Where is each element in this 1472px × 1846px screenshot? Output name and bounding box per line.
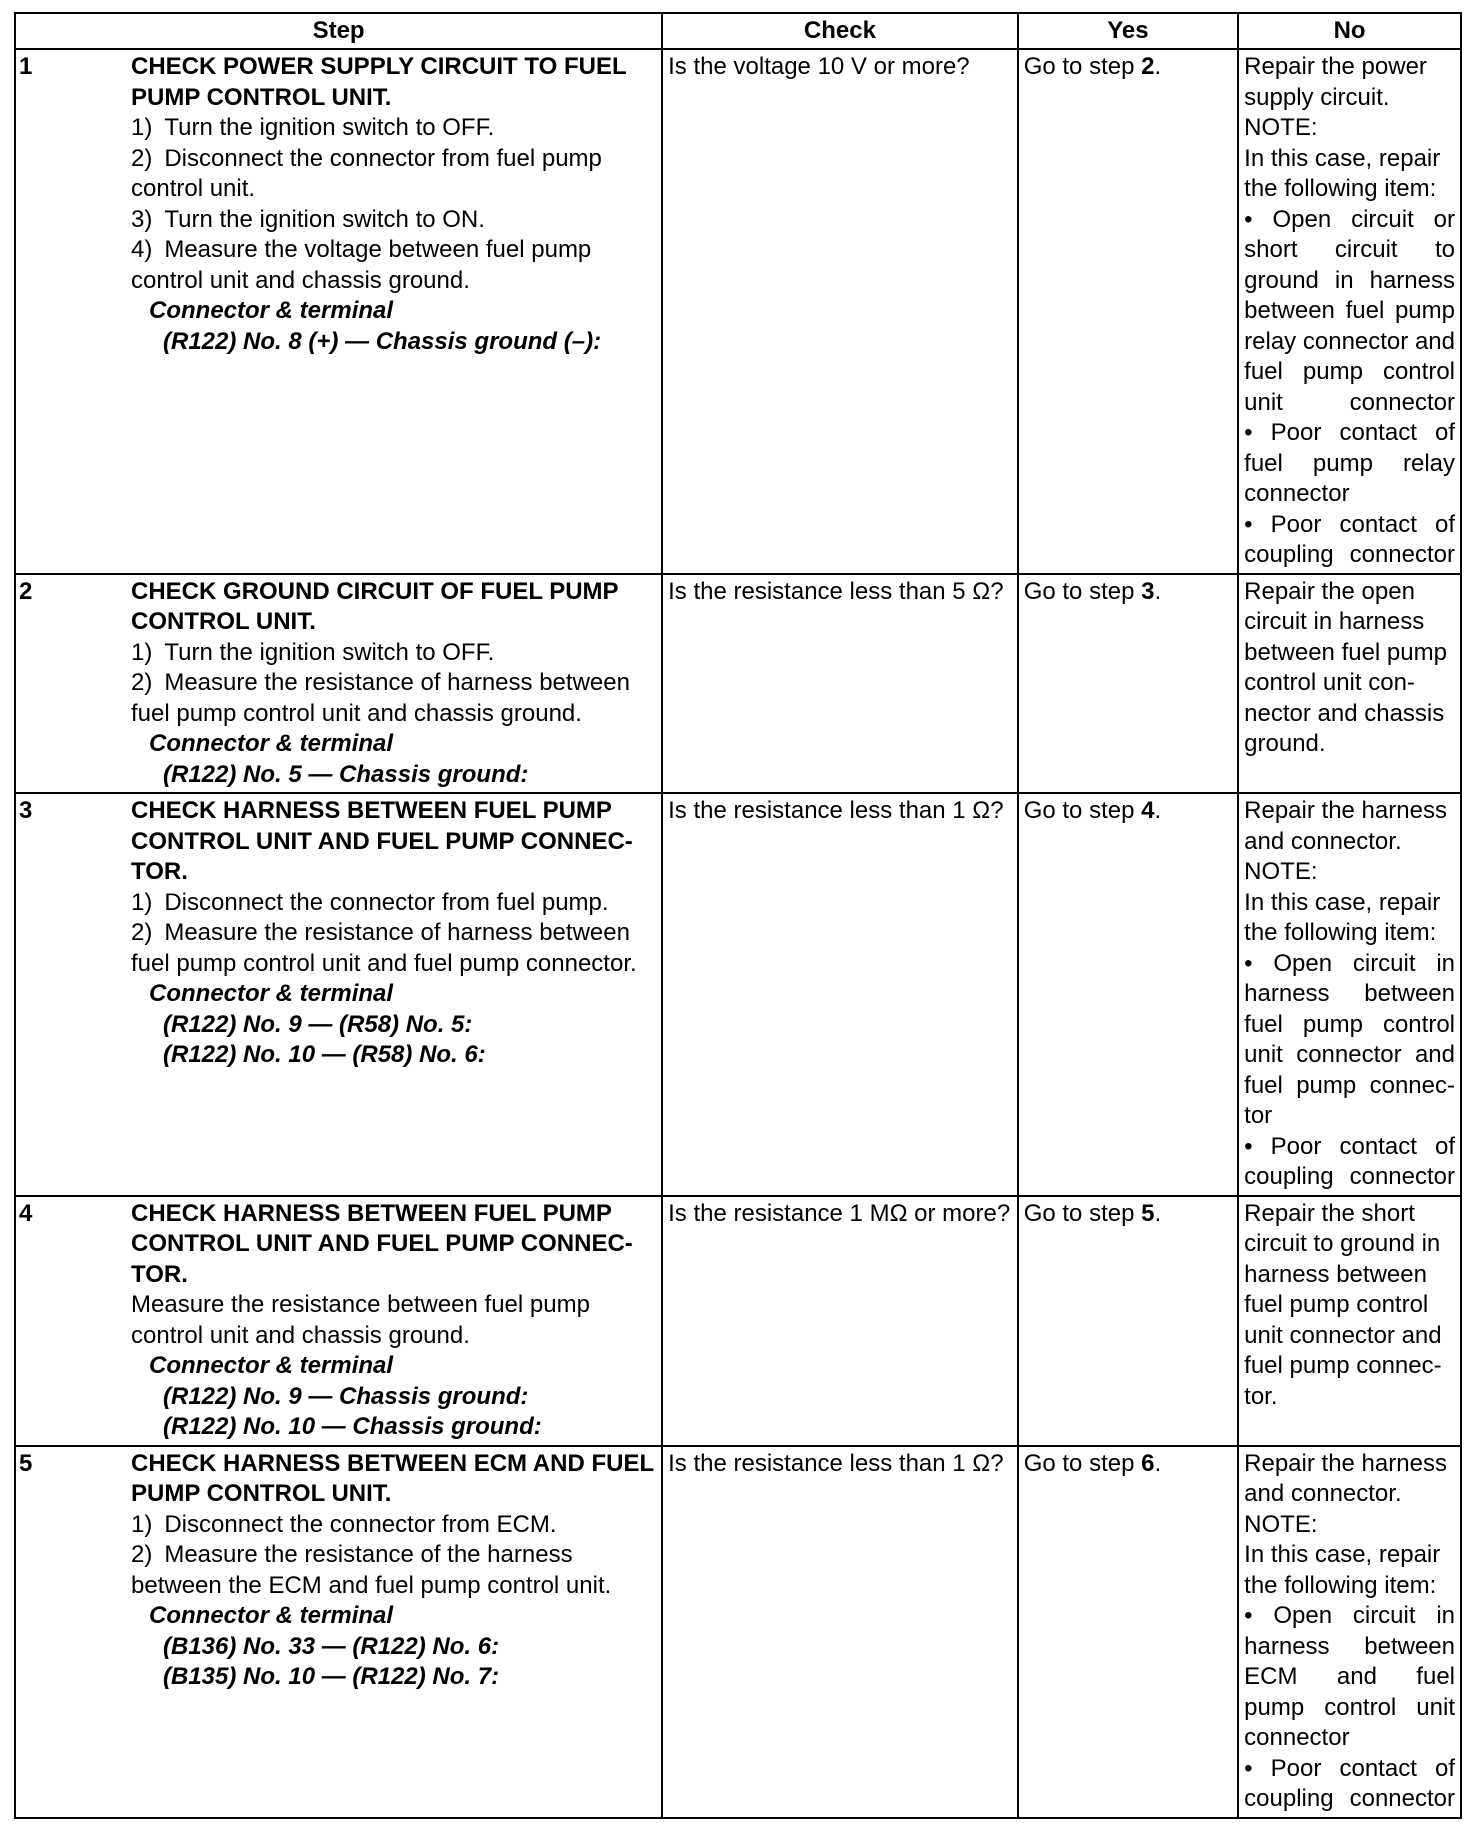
step-body <box>131 1197 661 1445</box>
check-question: Is the resistance 1 MΩ or more? <box>668 1199 1011 1227</box>
connector-terminal: (B135) No. 10 — (R122) No. 7: <box>163 1663 500 1690</box>
yes-suffix: . <box>1154 1199 1162 1227</box>
no-cell <box>1238 793 1461 1196</box>
yes-cell <box>1018 49 1238 574</box>
yes-step-number: 5 <box>1141 1199 1155 1227</box>
step-instruction: 1) Disconnect the connector from fuel pump. <box>131 888 609 916</box>
step-instruction: 1) Disconnect the connector from ECM. <box>131 1510 557 1538</box>
step-cell <box>15 49 662 574</box>
connector-label: Connector & terminal <box>149 980 394 1007</box>
note-label: NOTE: <box>1244 858 1318 885</box>
connector-label: Connector & terminal <box>149 1602 394 1629</box>
step-title: CHECK POWER SUPPLY CIRCUIT TO FUEL PUMP CONTROL UNIT. <box>131 53 627 111</box>
yes-cell <box>1018 793 1238 1196</box>
step-title: CHECK HARNESS BETWEEN FUEL PUMP CONTROL UNIT AND FUEL PUMP CONNECTOR. <box>131 797 633 885</box>
header-no: No <box>1238 13 1461 49</box>
step-title: CHECK HARNESS BETWEEN FUEL PUMP CONTROL UNIT AND FUEL PUMP CONNECTOR. <box>131 1199 633 1288</box>
step-body <box>131 1447 661 1695</box>
table-row <box>15 1446 1461 1818</box>
table-row <box>15 1196 1461 1446</box>
no-cell <box>1238 1196 1461 1446</box>
yes-step-number: 4 <box>1141 797 1155 824</box>
note-intro: In this case, repair the following item: <box>1244 888 1441 946</box>
no-cell <box>1238 49 1461 574</box>
yes-suffix: . <box>1154 1449 1162 1477</box>
no-item: • Poor contact of coupling connector <box>1244 1754 1455 1812</box>
connector-terminal: (R122) No. 10 — (R58) No. 6: <box>163 1041 486 1068</box>
yes-step-number: 3 <box>1141 577 1155 605</box>
connector-terminal: (R122) No. 5 — Chassis ground: <box>163 760 529 788</box>
yes-suffix: . <box>1154 797 1162 824</box>
step-title: CHECK GROUND CIRCUIT OF FUEL PUMP CONTROL UNIT. <box>131 577 619 635</box>
step-wrap <box>16 575 661 793</box>
step-wrap <box>16 794 661 1073</box>
step-instruction: 1) Turn the ignition switch to OFF. <box>131 114 495 141</box>
no-item: • Poor contact of coupling connector <box>1244 1132 1455 1190</box>
yes-cell <box>1018 1196 1238 1446</box>
no-action: Repair the open circuit in harness between fuel pump control unit connector and chassis ground. <box>1244 577 1447 757</box>
note-label: NOTE: <box>1244 114 1318 141</box>
check-cell <box>662 1446 1018 1818</box>
step-instruction: 2) Measure the resistance of the harness between the ECM and fuel pump control unit. <box>131 1541 612 1599</box>
step-number: 2 <box>19 577 33 605</box>
step-body <box>131 794 661 1073</box>
check-question: Is the voltage 10 V or more? <box>668 53 970 80</box>
yes-cell <box>1018 1446 1238 1818</box>
yes-step-number: 2 <box>1141 53 1155 80</box>
no-action: Repair the harness and connector. <box>1244 1449 1447 1507</box>
check-question: Is the resistance less than 5 Ω? <box>668 577 1004 605</box>
step-cell <box>15 1196 662 1446</box>
step-wrap <box>16 50 661 359</box>
header-check: Check <box>662 13 1018 49</box>
step-wrap <box>16 1447 661 1695</box>
step-instruction: 2) Measure the resistance of harness between fuel pump control unit and chassis ground. <box>131 669 630 727</box>
step-title: CHECK HARNESS BETWEEN ECM AND FUEL PUMP CONTROL UNIT. <box>131 1449 654 1507</box>
header-row <box>15 13 1461 49</box>
check-question: Is the resistance less than 1 Ω? <box>668 797 1004 824</box>
no-action: Repair the short circuit to ground in harness between fuel pump control unit connector and fuel pump connector. <box>1244 1199 1442 1410</box>
connector-terminal: (R122) No. 8 (+) — Chassis ground (–): <box>163 327 602 355</box>
check-cell <box>662 49 1018 574</box>
no-item: • Open circuit or short circuit to ground in harness between fuel pump relay connector and fuel pump control unit connector <box>1244 205 1455 416</box>
no-action: Repair the power supply circuit. <box>1244 53 1427 111</box>
yes-prefix: Go to step <box>1023 1199 1142 1227</box>
header-step: Step <box>15 13 662 49</box>
yes-suffix: . <box>1154 577 1162 605</box>
step-instruction: 4) Measure the voltage between fuel pump control unit and chassis ground. <box>131 236 592 294</box>
connector-terminal: (R122) No. 10 — Chassis ground: <box>163 1413 542 1440</box>
note-intro: In this case, repair the following item: <box>1244 1541 1441 1599</box>
step-instruction: 3) Turn the ignition switch to ON. <box>131 205 485 233</box>
no-item: • Open circuit in harness between fuel pump control unit connector and fuel pump connector <box>1244 949 1455 1129</box>
check-question: Is the resistance less than 1 Ω? <box>668 1449 1004 1477</box>
header-yes: Yes <box>1018 13 1238 49</box>
step-wrap <box>16 1197 661 1445</box>
yes-suffix: . <box>1154 53 1162 80</box>
step-instruction: 1) Turn the ignition switch to OFF. <box>131 638 495 666</box>
table-row <box>15 793 1461 1196</box>
yes-prefix: Go to step <box>1023 53 1142 80</box>
check-cell <box>662 574 1018 794</box>
step-number: 1 <box>19 53 33 80</box>
step-cell <box>15 793 662 1196</box>
yes-cell <box>1018 574 1238 794</box>
no-cell <box>1238 574 1461 794</box>
connector-terminal: (B136) No. 33 — (R122) No. 6: <box>163 1632 500 1660</box>
step-number: 5 <box>19 1449 33 1477</box>
step-instruction: 2) Disconnect the connector from fuel pump control unit. <box>131 144 602 202</box>
step-body <box>131 575 661 793</box>
no-item: • Poor contact of fuel pump relay connector <box>1244 419 1455 507</box>
no-cell <box>1238 1446 1461 1818</box>
step-instruction: Measure the resistance between fuel pump control unit and chassis ground. <box>131 1291 590 1349</box>
step-cell <box>15 574 662 794</box>
check-cell <box>662 1196 1018 1446</box>
step-body <box>131 50 661 359</box>
no-item: • Open circuit in harness between ECM and fuel pump control unit connector <box>1244 1602 1455 1751</box>
connector-terminal: (R122) No. 9 — Chassis ground: <box>163 1382 529 1410</box>
no-action: Repair the harness and connector. <box>1244 797 1447 855</box>
diagnostic-table <box>14 12 1462 1819</box>
table-row <box>15 574 1461 794</box>
table-row <box>15 49 1461 574</box>
connector-label: Connector & terminal <box>149 730 394 757</box>
yes-prefix: Go to step <box>1023 797 1142 824</box>
step-number: 3 <box>19 797 33 824</box>
step-cell <box>15 1446 662 1818</box>
note-label: NOTE: <box>1244 1510 1318 1538</box>
check-cell <box>662 793 1018 1196</box>
no-item: • Poor contact of coupling connector <box>1244 510 1455 568</box>
note-intro: In this case, repair the following item: <box>1244 144 1441 202</box>
yes-prefix: Go to step <box>1023 577 1142 605</box>
connector-label: Connector & terminal <box>149 1352 394 1379</box>
step-number: 4 <box>19 1199 33 1227</box>
connector-label: Connector & terminal <box>149 297 394 324</box>
yes-step-number: 6 <box>1141 1449 1155 1477</box>
connector-terminal: (R122) No. 9 — (R58) No. 5: <box>163 1010 473 1038</box>
step-instruction: 2) Measure the resistance of harness between fuel pump control unit and fuel pump connector. <box>131 919 637 977</box>
yes-prefix: Go to step <box>1023 1449 1142 1477</box>
